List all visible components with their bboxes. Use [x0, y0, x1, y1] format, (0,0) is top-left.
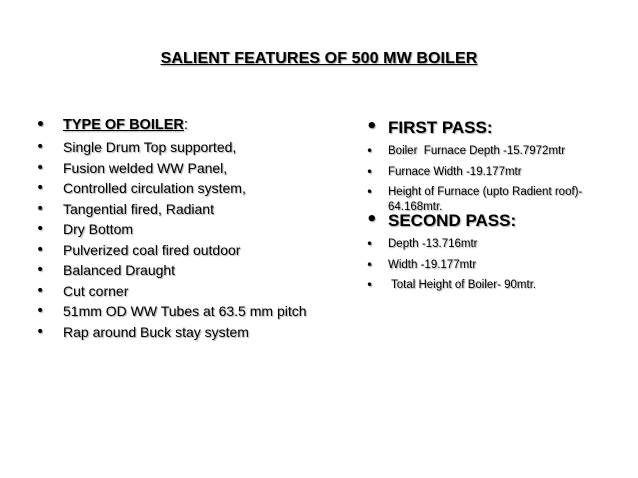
list-item — [366, 278, 606, 293]
list-item — [366, 144, 606, 159]
bullet-icon: • — [36, 282, 45, 299]
boiler-type-list — [36, 114, 326, 342]
bullet-icon: • — [36, 241, 45, 258]
bullet-icon: • — [366, 185, 374, 199]
list-item — [36, 260, 326, 281]
bullet-icon: • — [366, 257, 374, 272]
heading-text: TYPE OF BOILER — [63, 117, 184, 133]
bullet-icon: • — [36, 180, 45, 196]
bullet-icon: • — [366, 237, 374, 251]
bullet-icon: • — [36, 221, 45, 237]
list-item-text: Single Drum Top supported, — [63, 139, 237, 155]
bullet-icon: • — [36, 200, 45, 217]
list-item-text: Tangential fired, Radiant — [63, 200, 214, 217]
list-item — [36, 199, 326, 220]
list-heading-second-pass — [366, 210, 606, 237]
list-item — [366, 237, 606, 252]
list-item-text: Furnace Width -19.177mtr — [388, 165, 522, 178]
list-item — [366, 165, 606, 180]
list-item — [36, 240, 326, 261]
list-item-text: Boiler Furnace Depth -15.7972mtr — [388, 145, 566, 157]
bullet-icon: • — [36, 139, 45, 155]
first-pass-list — [366, 117, 606, 220]
bullet-icon: • — [36, 262, 45, 278]
bullet-icon: • — [36, 303, 45, 319]
list-item — [36, 158, 326, 179]
heading-text: SECOND PASS: — [388, 211, 517, 230]
list-item-text: 51mm OD WW Tubes at 63.5 mm pitch — [63, 303, 307, 319]
second-pass-list — [366, 210, 606, 299]
list-heading-type-of-boiler — [36, 114, 326, 137]
list-item — [36, 137, 326, 158]
bullet-icon: • — [36, 323, 45, 340]
list-item — [36, 322, 326, 343]
list-item — [36, 301, 326, 322]
list-item-text: Fusion welded WW Panel, — [63, 159, 228, 176]
list-item-text: Total Height of Boiler- 90mtr. — [388, 279, 537, 291]
slide-title: SALIENT FEATURES OF 500 MW BOILER — [160, 50, 478, 67]
bullet-icon: • — [366, 278, 374, 292]
list-item — [36, 178, 326, 199]
list-item-text: Depth -13.716mtr — [388, 238, 478, 250]
list-item-text: Width -19.177mtr — [388, 258, 477, 271]
heading-colon: : — [183, 117, 188, 133]
bullet-icon: • — [366, 116, 378, 137]
list-item — [36, 281, 326, 302]
list-item-text: Dry Bottom — [63, 221, 134, 237]
list-heading-first-pass — [366, 117, 606, 144]
bullet-icon: • — [366, 144, 374, 158]
list-item-text: Cut corner — [63, 282, 129, 299]
list-item-text: Height of Furnace (upto Radient roof)- 64.168mtr. — [388, 186, 583, 213]
list-item-text: Rap around Buck stay system — [63, 323, 249, 340]
list-item-text: Controlled circulation system, — [63, 180, 246, 196]
bullet-icon: • — [36, 159, 45, 176]
list-item — [36, 219, 326, 240]
heading-text: FIRST PASS: — [388, 118, 493, 137]
list-item-text: Balanced Draught — [63, 262, 176, 278]
bullet-icon: • — [36, 117, 45, 133]
bullet-icon: • — [366, 209, 378, 230]
list-item — [366, 258, 606, 273]
list-item-text: Pulverized coal fired outdoor — [63, 241, 241, 258]
bullet-icon: • — [366, 164, 374, 179]
